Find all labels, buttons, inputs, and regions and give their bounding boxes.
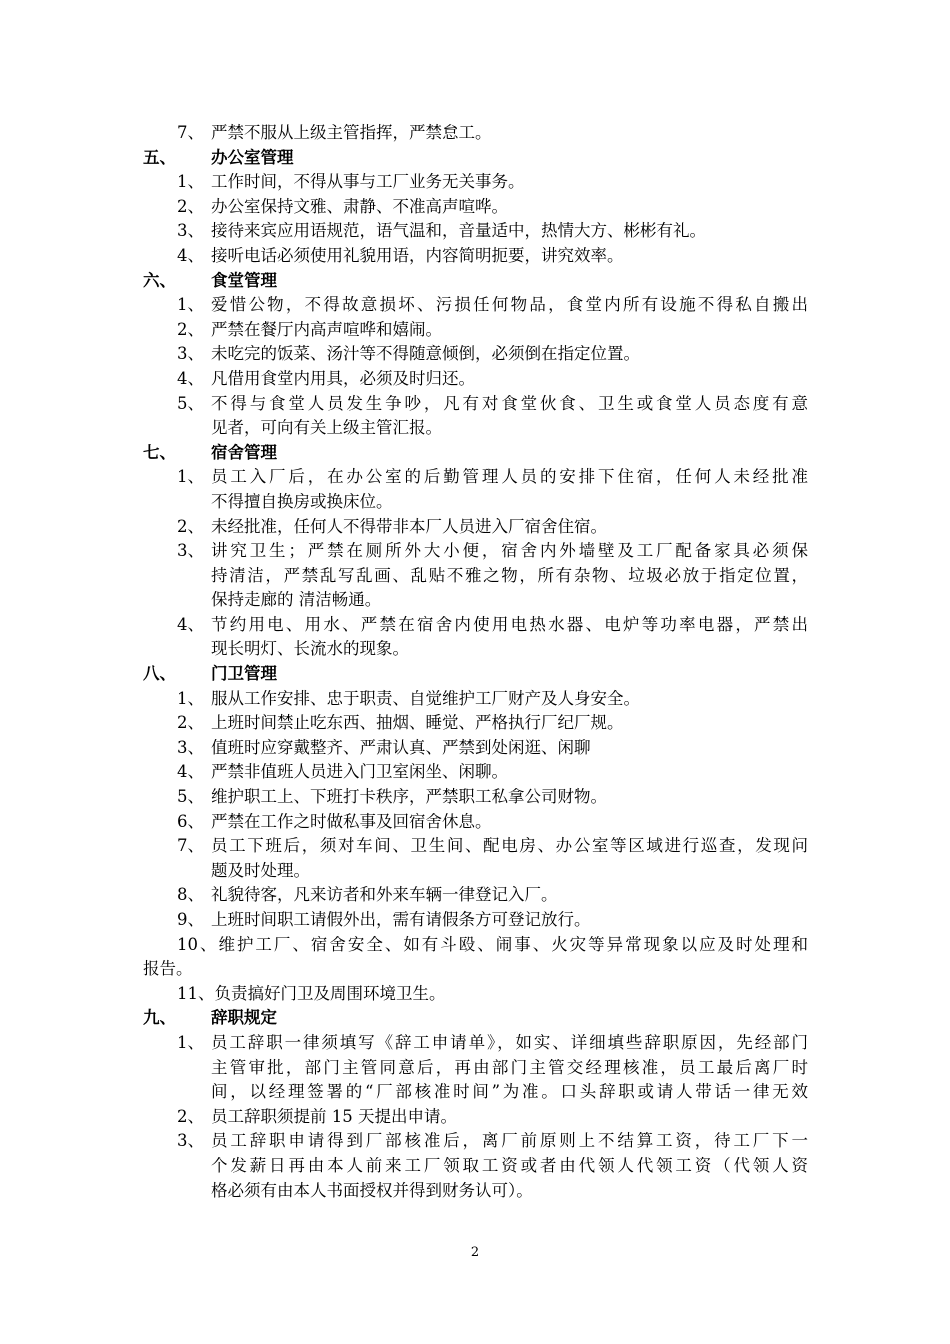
item-number: 3、 <box>177 221 204 241</box>
item-number: 2、 <box>177 713 204 733</box>
item-number: 1、 <box>177 1032 204 1052</box>
list-item <box>0 465 950 490</box>
item-text: 不得擅自换房或换床位。 <box>211 491 393 511</box>
item-text: 员工辞职一律须填写《辞工申请单》，如实、详细填些辞职原因，先经部门 <box>211 1032 808 1052</box>
list-item-continuation <box>0 588 950 613</box>
section-number: 九、 <box>143 1008 176 1028</box>
item-text: 服从工作安排、忠于职责、自觉维护工厂财产及人身安全。 <box>211 688 640 708</box>
item-number: 2、 <box>177 196 204 216</box>
item-text: 员工入厂后，在办公室的后勤管理人员的安排下住宿，任何人未经批准 <box>211 467 808 487</box>
item-number: 5、 <box>177 393 204 413</box>
item-text: 严禁在餐厅内高声喧哗和嬉闹。 <box>211 319 442 339</box>
list-item <box>0 392 950 417</box>
item-number: 7、 <box>177 836 204 856</box>
item-text: 严禁不服从上级主管指挥，严禁怠工。 <box>211 123 492 142</box>
section-number: 八、 <box>143 664 176 684</box>
list-item <box>0 687 950 712</box>
item-number: 4、 <box>177 368 204 388</box>
list-item-continuation <box>0 859 950 884</box>
list-item <box>0 760 950 785</box>
item-text: 10、维护工厂、宿舍安全、如有斗殴、闹事、火灾等异常现象以应及时处理和 <box>177 934 808 954</box>
list-item <box>0 883 950 908</box>
item-number: 2、 <box>177 516 204 536</box>
section-heading <box>0 146 950 171</box>
item-number: 3、 <box>177 1131 204 1151</box>
list-item <box>0 170 950 195</box>
item-number: 1、 <box>177 295 204 315</box>
item-number: 3、 <box>177 344 204 364</box>
item-text: 接听电话必须使用礼貌用语，内容简明扼要，讲究效率。 <box>211 245 624 265</box>
list-item-continuation <box>0 564 950 589</box>
item-number: 3、 <box>177 541 204 561</box>
section-title: 办公室管理 <box>211 147 294 167</box>
document-body <box>0 121 950 1203</box>
item-text: 上班时间职工请假外出，需有请假条方可登记放行。 <box>211 910 591 929</box>
section-number: 六、 <box>143 270 176 290</box>
list-item <box>0 613 950 638</box>
item-text: 主管审批，部门主管同意后，再由部门主管交经理核准，员工最后离厂时 <box>211 1057 808 1077</box>
item-number: 2、 <box>177 1106 204 1126</box>
list-item <box>0 982 950 1007</box>
list-item <box>0 1105 950 1130</box>
list-item-continuation <box>0 1080 950 1105</box>
item-number: 6、 <box>177 811 204 831</box>
item-number: 7、 <box>177 123 204 142</box>
item-number: 1、 <box>177 467 204 487</box>
section-number: 七、 <box>143 442 176 462</box>
item-text: 讲究卫生；严禁在厕所外大小便，宿舍内外墙壁及工厂配备家具必须保 <box>211 541 808 561</box>
list-item-continuation <box>0 1056 950 1081</box>
item-number: 1、 <box>177 688 204 708</box>
list-item <box>0 933 950 958</box>
item-number: 4、 <box>177 614 204 634</box>
item-text: 接待来宾应用语规范，语气温和，音量适中，热情大方、彬彬有礼。 <box>211 221 706 241</box>
item-text: 未经批准，任何人不得带非本厂人员进入厂宿舍住宿。 <box>211 516 607 536</box>
section-title: 辞职规定 <box>211 1008 277 1028</box>
item-text: 11、负责搞好门卫及周围环境卫生。 <box>177 983 446 1003</box>
list-item-continuation <box>0 416 950 441</box>
list-item <box>0 293 950 318</box>
item-text: 员工辞职申请得到厂部核准后，离厂前原则上不结算工资，待工厂下一 <box>211 1131 808 1151</box>
item-number: 1、 <box>177 172 204 192</box>
list-item-continuation <box>0 637 950 662</box>
item-text: 凡借用食堂内用具，必须及时归还。 <box>211 368 475 388</box>
list-item-continuation <box>0 957 950 982</box>
item-number: 4、 <box>177 762 204 782</box>
item-text: 上班时间禁止吃东西、抽烟、睡觉、严格执行厂纪厂规。 <box>211 713 624 733</box>
item-text: 见者，可向有关上级主管汇报。 <box>211 418 442 438</box>
item-text: 格必须有由本人书面授权并得到财务认可）。 <box>211 1180 533 1200</box>
list-item <box>0 219 950 244</box>
item-text: 不得与食堂人员发生争吵，凡有对食堂伙食、卫生或食堂人员态度有意 <box>211 393 808 413</box>
list-item-continuation <box>0 490 950 515</box>
section-heading <box>0 1006 950 1031</box>
item-text: 值班时应穿戴整齐、严肃认真、严禁到处闲逛、闲聊 <box>211 737 591 757</box>
list-item <box>0 195 950 220</box>
list-item <box>0 711 950 736</box>
item-text: 办公室保持文雅、肃静、不准高声喧哗。 <box>211 196 508 216</box>
section-heading <box>0 662 950 687</box>
item-text: 间，以经理签署的“厂部核准时间”为准。口头辞职或请人带话一律无效 <box>211 1082 808 1102</box>
item-text: 工作时间，不得从事与工厂业务无关事务。 <box>211 172 525 192</box>
list-item <box>0 1031 950 1056</box>
list-item <box>0 785 950 810</box>
list-item <box>0 244 950 269</box>
item-text: 持清洁，严禁乱写乱画、乱贴不雅之物，所有杂物、垃圾必放于指定位置， <box>211 565 808 585</box>
list-item <box>0 736 950 761</box>
item-text: 礼貌待客，凡来访者和外来车辆一律登记入厂。 <box>211 885 558 905</box>
item-number: 8、 <box>177 885 204 905</box>
section-title: 门卫管理 <box>211 664 277 684</box>
item-text: 员工辞职须提前 15 天提出申请。 <box>211 1106 457 1126</box>
item-text: 爱惜公物，不得故意损坏、污损任何物品，食堂内所有设施不得私自搬出 <box>211 295 808 315</box>
item-text: 个发薪日再由本人前来工厂领取工资或者由代领人代领工资（代领人资 <box>211 1155 808 1175</box>
list-item <box>0 318 950 343</box>
item-text: 员工下班后，须对车间、卫生间、配电房、办公室等区域进行巡查，发现问 <box>211 836 808 856</box>
list-item <box>0 908 950 933</box>
item-text: 节约用电、用水、严禁在宿舍内使用电热水器、电炉等功率电器，严禁出 <box>211 614 808 634</box>
list-item <box>0 515 950 540</box>
list-item <box>0 834 950 859</box>
item-text: 严禁非值班人员进入门卫室闲坐、闲聊。 <box>211 762 508 782</box>
item-text: 报告。 <box>143 959 193 979</box>
list-item-continuation <box>0 1154 950 1179</box>
item-text: 题及时处理。 <box>211 860 310 880</box>
section-number: 五、 <box>143 147 176 167</box>
item-text: 严禁在工作之时做私事及回宿舍休息。 <box>211 811 492 831</box>
list-item <box>0 367 950 392</box>
section-title: 宿舍管理 <box>211 442 277 462</box>
list-item <box>0 1129 950 1154</box>
item-number: 2、 <box>177 319 204 339</box>
item-number: 4、 <box>177 245 204 265</box>
list-item-continuation <box>0 1179 950 1204</box>
item-text: 维护职工上、下班打卡秩序，严禁职工私拿公司财物。 <box>211 787 607 807</box>
list-item <box>0 121 950 146</box>
item-number: 9、 <box>177 910 204 929</box>
list-item <box>0 342 950 367</box>
section-heading <box>0 269 950 294</box>
item-text: 现长明灯、长流水的现象。 <box>211 639 409 659</box>
section-heading <box>0 441 950 466</box>
section-title: 食堂管理 <box>211 270 277 290</box>
page-number: 2 <box>470 1245 480 1260</box>
item-number: 3、 <box>177 737 204 757</box>
item-text: 保持走廊的 清洁畅通。 <box>211 590 382 610</box>
item-text: 未吃完的饭菜、汤汁等不得随意倾倒，必须倒在指定位置。 <box>211 344 640 364</box>
list-item <box>0 539 950 564</box>
item-number: 5、 <box>177 787 204 807</box>
list-item <box>0 810 950 835</box>
